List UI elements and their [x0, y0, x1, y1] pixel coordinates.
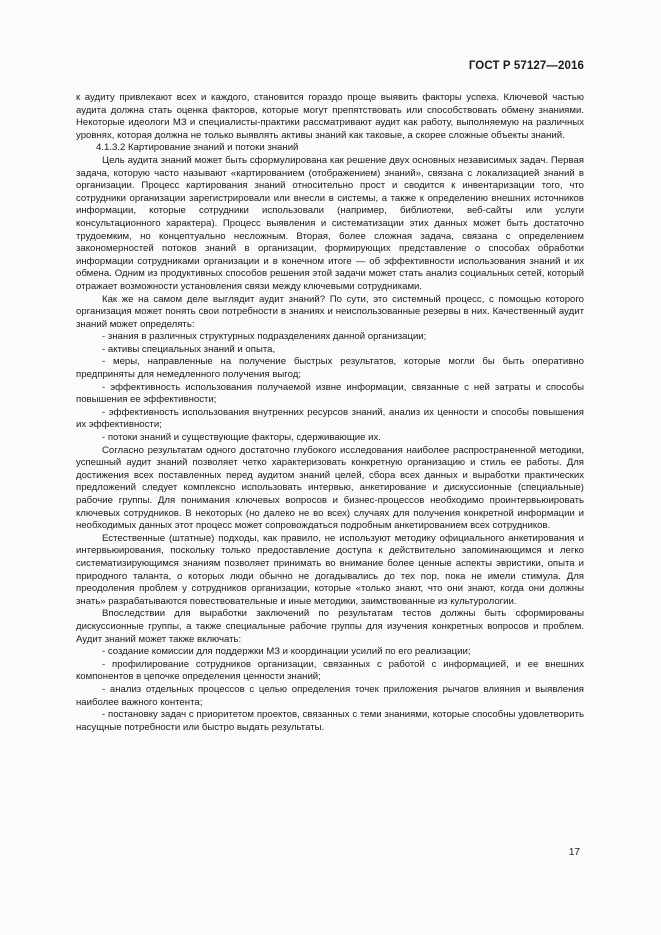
paragraph: Цель аудита знаний может быть сформулирована как решение двух основных независимых задач. Первая задача, которую часто называют «картированием (отображением) знаний», связана с локализацией знаний в организации. Процесс картирования знаний относительно прост и сводится к инвентаризации того, что сотрудники организации зарегистрировали или внесли в системы, а также к определению внешних источников информации, которые сотрудники использовали (например, библиотеки, веб-сайты или услуги консультационного характера). Процесс выявления и систематизации этих данных может быть достаточно трудоемким, но концептуально несложным. Вторая, более сложная задача, связана с определением закономерностей потоков знаний в организации, формирующих представление о способах обработки информации сотрудниками организации и в конечном итоге — об эффективности использования знаний и их обмена. Одним из продуктивных способов решения этой задачи может стать анализ социальных сетей, который отражает возможности установления связи между ключевыми сотрудниками.: [76, 154, 584, 292]
list-item: - потоки знаний и существующие факторы, сдерживающие их.: [102, 432, 381, 444]
list-item: - активы специальных знаний и опыта,: [102, 343, 276, 355]
page-number: 17: [568, 847, 580, 858]
list-item: - постановку задач с приоритетом проектов, связанных с теми знаниями, которые способны удовлетворить насущные потребности или быстро выдать результаты.: [76, 709, 584, 733]
paragraph: Естественные (штатные) подходы, как правило, не используют методику официального анкетирования и интервьюирования, поскольку только предоставление доступа к действительно запоминающимся и легко систематизирующимся знаниям позволяет принимать во внимание более ценные аспекты эвристики, опыта и природного таланта, о которых люди обычно не догадывались до тех пор, пока не имели стимула. Для преодоления проблем у сотрудников организации, которые «только знают, что они знают, когда они должны знать» разрабатываются повествовательные и иные методики, заимствованные из культурологии.: [76, 532, 584, 607]
list-item: - меры, направленные на получение быстрых результатов, которые могли бы быть оперативно предприняты для немедленного получения выгод;: [76, 356, 584, 381]
list-item: - профилирование сотрудников организации, связанных с работой с информацией, и ее внешних компонентов в цепочке определения ценности знаний;: [76, 658, 584, 683]
list-item: - эффективность использования внутренних ресурсов знаний, анализ их ценности и способы повышения их эффективности;: [76, 406, 584, 431]
paragraph: Впоследствии для выработки заключений по результатам тестов должны быть сформированы дискуссионные группы, а также специальные рабочие группы для изучения конкретных вопросов и проблем. Аудит знаний может также включать:: [76, 608, 584, 645]
list-item: - знания в различных структурных подразделениях данной организации;: [102, 331, 427, 343]
paragraph: Как же на самом деле выглядит аудит знаний? По сути, это системный процесс, с помощью которого организация может понять свои потребности в знаниях и неиспользованные резервы в них. Качественный аудит знаний может определять:: [76, 293, 584, 330]
section-heading: 4.1.3.2 Картирование знаний и потоки знаний: [96, 142, 299, 154]
list-item: - эффективность использования получаемой извне информации, связанные с ней затраты и способы повышения ее эффективности;: [76, 381, 584, 406]
paragraph: к аудиту привлекают всех и каждого, становится гораздо проще выявить факторы успеха. Ключевой частью аудита должна стать оценка факторов, которые могут препятствовать или способствовать обмену знаниями. Некоторые идеологи МЗ и специалисты-практики рассматривают аудит как работу, выполняемую на различных уровнях, которая должна не только выявлять активы знаний как таковые, а скорее сложные объекты знаний.: [76, 92, 584, 141]
document-body: [76, 92, 584, 734]
standard-header: ГОСТ Р 57127—2016: [468, 60, 584, 72]
list-item: - создание комиссии для поддержки МЗ и координации усилий по его реализации;: [102, 646, 471, 658]
paragraph: Согласно результатам одного достаточно глубокого исследования наиболее распространенной методики, успешный аудит знаний позволяет четко характеризовать конкретную организацию и стиль ее работы. Для достижения всех поставленных перед аудитом знаний целей, сбора всех данных и выработки практических предложений следует комплексно использовать интервью, анкетирование и дискуссионные (специальные) рабочие группы. Для понимания ключевых вопросов и бизнес-процессов необходимо проинтервьюировать ключевых сотрудников. В некоторых (но далеко не во всех) случаях для получения конкретной информации и необходимых данных этот процесс может сопровождаться подробным анкетированием всех сотрудников.: [76, 444, 584, 532]
list-item: - анализ отдельных процессов с целью определения точек приложения рычагов влияния и выявления наиболее важного контента;: [76, 683, 584, 708]
